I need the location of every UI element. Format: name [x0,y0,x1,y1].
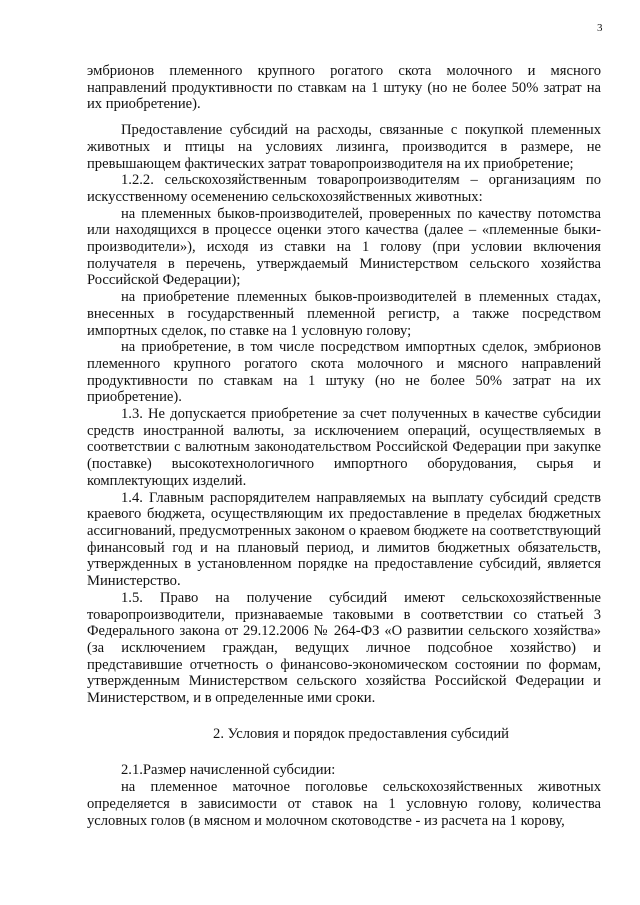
paragraph: 1.3. Не допускается приобретение за счет полученных в качестве субсидии средств иностранной валюты, за исключением операций, осуществляемых в соответствии с валютным законодательством Российской Федерации при закупке (поставке) высокотехнологичного импортного оборудования, сырья и комплектующих изделий. [87,406,601,489]
paragraph: 2.1.Размер начисленной субсидии: [121,762,336,779]
paragraph: 1.4. Главным распорядителем направляемых на выплату субсидий средств краевого бюджета, осуществляющим их предоставление в пределах бюджетных ассигнований, предусмотренных законом о краевом бюджете на соответствующий финансовый год и на плановый период, и лимитов бюджетных обязательств, утвержденных в установленном порядке на предоставление субсидий, является Министерство. [87,489,601,590]
paragraph: 1.5. Право на получение субсидий имеют сельскохозяйственные товаропроизводители, признаваемые таковыми в соответствии со статьей 3 Федерального закона от 29.12.2006 № 264-ФЗ «О развитии сельского хозяйства» (за исключением граждан, ведущих личное подсобное хозяйство) и представившие отчетность о финансово-экономическом состоянии по формам, утвержденным Министерством сельского хозяйства Российской Федерации и Министерством, и в определенные ими сроки. [87,589,601,707]
page-number: 3 [597,22,603,34]
section-heading: 2. Условия и порядок предоставления субсидий [213,725,509,742]
paragraph: эмбрионов племенного крупного рогатого скота молочного и мясного направлений продуктивности по ставкам на 1 штуку (но не более 50% затрат на их приобретение). [87,63,601,113]
paragraph: Предоставление субсидий на расходы, связанные с покупкой племенных животных и птицы на условиях лизинга, производится в размере, не превышающем фактических затрат товаропроизводителя на их приобретение; [87,122,601,172]
paragraph: на племенных быков-производителей, проверенных по качеству потомства или находящихся в процессе оценки этого качества (далее – «племенные быки-производители»), исходя из ставки на 1 голову (при условии включения получателя в перечень, утверждаемый Министерством сельского хозяйства Российской Федерации); [87,205,601,289]
paragraph: на приобретение, в том числе посредством импортных сделок, эмбрионов племенного крупного рогатого скота молочного и мясного направлений продуктивности по ставкам на 1 штуку (но не более 50% затрат на их приобретение). [87,339,601,406]
document-body [87,63,601,829]
paragraph: на приобретение племенных быков-производителей в племенных стадах, внесенных в государственный племенной регистр, а также посредством импортных сделок, по ставке на 1 условную голову; [87,289,601,339]
paragraph: на племенное маточное поголовье сельскохозяйственных животных определяется в зависимости от ставок на 1 условную голову, количества условных голов (в мясном и молочном скотоводстве - из расчета на 1 корову, [87,779,601,829]
paragraph: 1.2.2. сельскохозяйственным товаропроизводителям – организациям по искусственному осеменению сельскохозяйственных животных: [87,172,601,205]
